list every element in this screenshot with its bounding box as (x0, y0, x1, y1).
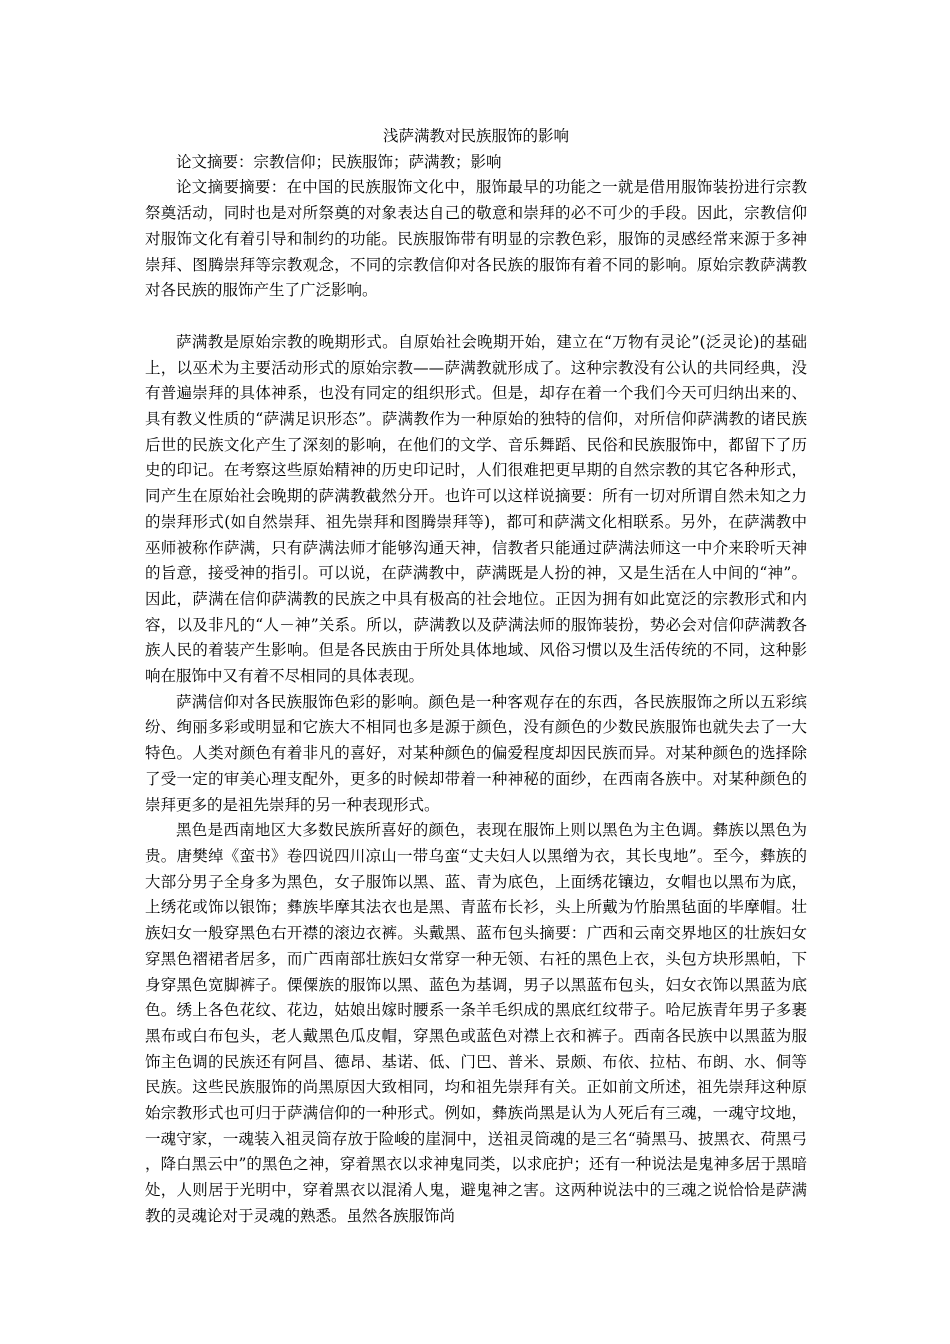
keywords-line: 论文摘要：宗教信仰；民族服饰；萨满教；影响 (176, 152, 502, 171)
paragraph-spacer (145, 304, 807, 330)
abstract-paragraph: 论文摘要摘要：在中国的民族服饰文化中，服饰最早的功能之一就是借用服饰装扮进行宗教祭奠活动，同时也是对所祭奠的对象表达自己的敬意和崇拜的必不可少的手段。因此，宗教信仰对服饰文化有着引导和制约的功能。民族服饰带有明显的宗教色彩，服饰的灵感经常来源于多神崇拜、图腾崇拜等宗教观念，不同的宗教信仰对各民族的服饰有着不同的影响。原始宗教萨满教对各民族的服饰产生了广泛影响。 (145, 178, 807, 300)
body-paragraph-2: 萨满信仰对各民族服饰色彩的影响。颜色是一种客观存在的东西，各民族服饰之所以五彩缤纷、绚丽多彩或明显和它族大不相同也多是源于颜色，没有颜色的少数民族服饰也就失去了一大特色。人类对颜色有着非凡的喜好，对某种颜色的偏爱程度却因民族而异。对某种颜色的选择除了受一定的审美心理支配外，更多的时候却带着一种神秘的面纱，在西南各族中。对某种颜色的崇拜更多的是祖先崇拜的另一种表现形式。 (145, 692, 807, 814)
document-title: 浅萨满教对民族服饰的影响 (382, 127, 569, 145)
document-page (145, 124, 807, 1230)
body-paragraph-1: 萨满教是原始宗教的晚期形式。自原始社会晚期开始，建立在“万物有灵论”(泛灵论)的基础上，以巫术为主要活动形式的原始宗教——萨满教就形成了。这种宗教没有公认的共同经典，没有普遍崇拜的具体神系，也没有同定的组织形式。但是，却存在着一个我们今天可归纳出来的、具有教义性质的“萨满足识形态”。萨满教作为一种原始的独特的信仰，对所信仰萨满教的诸民族后世的民族文化产生了深刻的影响，在他们的文学、音乐舞蹈、民俗和民族服饰中，都留下了历史的印记。在考察这些原始精神的历史印记时，人们很难把更早期的自然宗教的其它各种形式，同产生在原始社会晚期的萨满教截然分开。也许可以这样说摘要：所有一切对所谓自然未知之力的崇拜形式(如自然崇拜、祖先崇拜和图腾崇拜等)，都可和萨满文化相联系。另外，在萨满教中巫师被称作萨满，只有萨满法师才能够沟通天神，信教者只能通过萨满法师这一中介来聆听天神的旨意，接受神的指引。可以说，在萨满教中，萨满既是人扮的神，又是生活在人中间的“神”。因此，萨满在信仰萨满教的民族之中具有极高的社会地位。正因为拥有如此宽泛的宗教形式和内容，以及非凡的“人－神”关系。所以，萨满教以及萨满法师的服饰装扮，势必会对信仰萨满教各族人民的着装产生影响。但是各民族由于所处具体地域、风俗习惯以及生活传统的不同，这种影响在服饰中又有着不尽相同的具体表现。 (145, 332, 807, 686)
body-paragraph-3: 黑色是西南地区大多数民族所喜好的颜色，表现在服饰上则以黑色为主色调。彝族以黑色为贵。唐樊绰《蛮书》卷四说四川凉山一带乌蛮“丈夫妇人以黑缯为衣，其长曳地”。至今，彝族的大部分男子全身多为黑色，女子服饰以黑、蓝、青为底色，上面绣花镶边，女帽也以黑布为底，上绣花或饰以银饰；彝族毕摩其法衣也是黑、青蓝布长衫，头上所戴为竹胎黑毡面的毕摩帽。壮族妇女一般穿黑色右开襟的滚边衣裤。头戴黑、蓝布包头摘要：广西和云南交界地区的壮族妇女穿黑色褶裙者居多，而广西南部壮族妇女常穿一种无领、右衽的黑色上衣，头包方块形黑帕，下身穿黑色宽脚裤子。傈僳族的服饰以黑、蓝色为基调，男子以黑蓝布包头，妇女衣饰以黑蓝为底色。绣上各色花纹、花边，姑娘出嫁时腰系一条羊毛织成的黑底红纹带子。哈尼族青年男子多裹黑布或白布包头，老人戴黑色瓜皮帽，穿黑色或蓝色对襟上衣和裤子。西南各民族中以黑蓝为服饰主色调的民族还有阿昌、德昂、基诺、低、门巴、普米、景颇、布依、拉枯、布朗、水、侗等民族。这些民族服饰的尚黑原因大致相同，均和祖先崇拜有关。正如前文所述，祖先崇拜这种原始宗教形式也可归于萨满信仰的一种形式。例如，彝族尚黑是认为人死后有三魂，一魂守坟地，一魂守家，一魂装入祖灵筒存放于险峻的崖洞中，送祖灵筒魂的是三名“骑黑马、披黑衣、荷黑弓，降白黑云中”的黑色之神，穿着黑衣以求神鬼同类，以求庇护；还有一种说法是鬼神多居于黑暗处，人则居于光明中，穿着黑衣以混淆人鬼，避鬼神之害。这两种说法中的三魂之说恰恰是萨满教的灵魂论对于灵魂的熟悉。虽然各族服饰尚 (145, 821, 807, 1225)
